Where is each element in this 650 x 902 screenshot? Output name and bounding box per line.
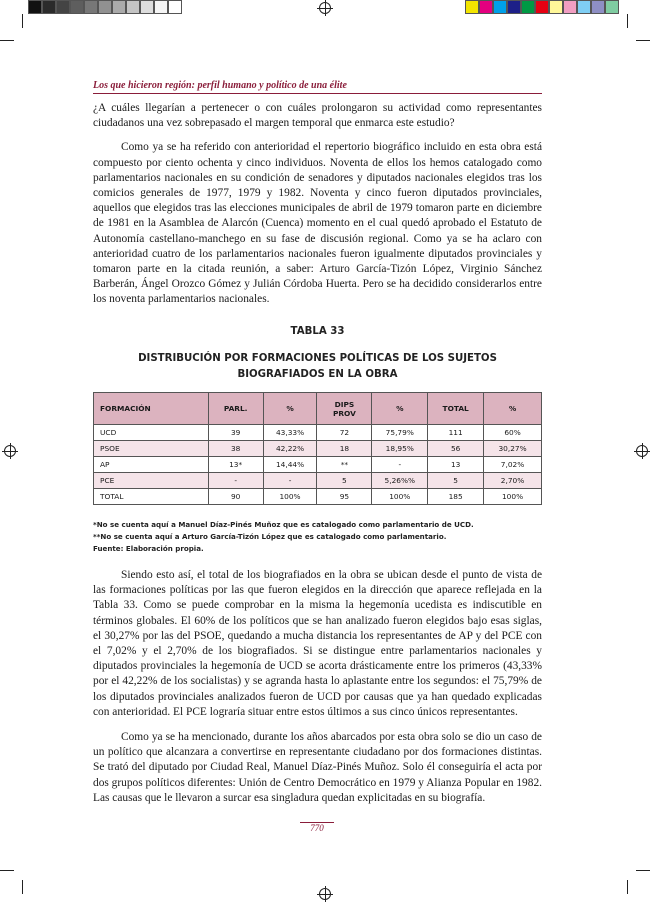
cell-pct-total: 30,27% bbox=[484, 441, 542, 457]
header-dips-line2: PROV bbox=[332, 408, 356, 418]
table-title: DISTRIBUCIÓN POR FORMACIONES POLÍTICAS DE LOS SUJETOS BIOGRAFIADOS EN LA OBRA bbox=[138, 353, 497, 380]
color-swatch bbox=[493, 0, 507, 14]
header-pct-dips: % bbox=[372, 393, 428, 425]
color-swatch bbox=[549, 0, 563, 14]
cell-pct-parl: 14,44% bbox=[263, 457, 317, 473]
cell-dips: 95 bbox=[317, 489, 372, 505]
gray-swatch-strip bbox=[28, 0, 182, 14]
cell-formacion: TOTAL bbox=[94, 489, 209, 505]
text-block-top bbox=[93, 101, 542, 308]
cell-pct-dips: 5,26%% bbox=[372, 473, 428, 489]
cell-formacion: PCE bbox=[94, 473, 209, 489]
page-number: 770 bbox=[300, 822, 334, 833]
note-1: *No se cuenta aquí a Manuel Díaz-Pinés Muñoz que es catalogado como parlamentario de UCD. bbox=[93, 520, 474, 529]
color-swatch bbox=[140, 0, 154, 14]
color-swatch bbox=[98, 0, 112, 14]
color-swatch bbox=[465, 0, 479, 14]
cell-parl: 90 bbox=[208, 489, 263, 505]
cell-formacion: AP bbox=[94, 457, 209, 473]
table-row bbox=[94, 457, 542, 473]
registration-mark-left-icon bbox=[4, 445, 16, 457]
header-pct-total: % bbox=[484, 393, 542, 425]
cell-pct-total: 100% bbox=[484, 489, 542, 505]
cell-parl: 39 bbox=[208, 425, 263, 441]
color-swatch bbox=[70, 0, 84, 14]
paragraph-3: Como ya se ha mencionado, durante los años abarcados por esta obra solo se dio un caso de un político que alcanzara a convertirse en representante ciudadano por dos formaciones distintas. Se trató del diputado por Ciudad Real, Manuel Díaz-Pinés Muñoz. Solo él conseguiría el acta por dos grupos políticos diferentes: Unión de Centro Democrático en 1979 y Alianza Popular en 1982. Las causas que le llevaron a surcar esa singladura quedan explicitadas en su biografía. bbox=[93, 731, 542, 804]
table-row bbox=[94, 473, 542, 489]
header-dips-prov bbox=[317, 393, 372, 425]
cell-dips: 5 bbox=[317, 473, 372, 489]
crop-mark bbox=[22, 14, 23, 28]
registration-mark-bottom-icon bbox=[319, 888, 331, 900]
cell-pct-parl: 42,22% bbox=[263, 441, 317, 457]
table-row bbox=[94, 441, 542, 457]
text-block-bottom bbox=[93, 568, 542, 806]
header-pct-parl: % bbox=[263, 393, 317, 425]
cell-pct-total: 7,02% bbox=[484, 457, 542, 473]
cell-pct-dips: 75,79% bbox=[372, 425, 428, 441]
color-swatch bbox=[112, 0, 126, 14]
cell-pct-dips: 100% bbox=[372, 489, 428, 505]
crop-mark bbox=[636, 870, 650, 871]
color-swatch bbox=[28, 0, 42, 14]
color-swatch bbox=[591, 0, 605, 14]
color-swatch bbox=[507, 0, 521, 14]
header-parl: PARL. bbox=[208, 393, 263, 425]
cell-formacion: PSOE bbox=[94, 441, 209, 457]
color-swatch bbox=[521, 0, 535, 14]
cell-pct-parl: - bbox=[263, 473, 317, 489]
crop-mark bbox=[0, 40, 14, 41]
color-swatch bbox=[154, 0, 168, 14]
header-formacion: FORMACIÓN bbox=[94, 393, 209, 425]
color-swatch bbox=[56, 0, 70, 14]
registration-mark-right-icon bbox=[636, 445, 648, 457]
party-distribution-table bbox=[93, 392, 542, 505]
color-swatch bbox=[577, 0, 591, 14]
registration-mark-top-icon bbox=[319, 2, 331, 14]
table-row-total bbox=[94, 489, 542, 505]
cell-pct-dips: - bbox=[372, 457, 428, 473]
table-row bbox=[94, 425, 542, 441]
cell-pct-dips: 18,95% bbox=[372, 441, 428, 457]
cell-formacion: UCD bbox=[94, 425, 209, 441]
color-swatch bbox=[42, 0, 56, 14]
cell-dips: ** bbox=[317, 457, 372, 473]
paragraph-2: Siendo esto así, el total de los biografiados en la obra se ubican desde el punto de vista de las formaciones políticas por las que fueron elegidos en la dirección que aparece reflejada en la Tabla 33. Como se puede comprobar en la misma la hegemonía ucedista es indiscutible en términos globales. El 60% de los políticos que se han analizado fueron elegidos bajo esas siglas, el 30,27% por las del PSOE, quedando a mucha distancia los representantes de AP y del PCE con el 7,02% y el 2,70% de los biografiados. Si se distingue entre parlamentarios nacionales y diputados provinciales la hegemonía de UCD se acorta drásticamente entre los primeros (43,33% por el 42,22% de los socialistas) y se agranda hasta lo aplastante entre los segundos: el 75,79% de los diputados provinciales analizados fueron de UCD por causas que ya han quedado explicadas con anterioridad. El PCE lograría situar entre estos últimos a sus cinco únicos representantes. bbox=[93, 569, 542, 718]
crop-mark bbox=[627, 880, 628, 894]
intro-paragraph: ¿A cuáles llegarían a pertenecer o con cuáles prolongaron su actividad como representantes ciudadanos una vez sobrepasado el margen temporal que enmarca este estudio? bbox=[93, 102, 542, 130]
color-swatch bbox=[168, 0, 182, 14]
crop-mark bbox=[627, 14, 628, 28]
cell-pct-total: 60% bbox=[484, 425, 542, 441]
color-swatch bbox=[84, 0, 98, 14]
crop-mark bbox=[636, 40, 650, 41]
table-notes bbox=[93, 519, 542, 555]
cell-dips: 72 bbox=[317, 425, 372, 441]
source-note: Fuente: Elaboración propia. bbox=[93, 544, 204, 553]
cell-pct-parl: 43,33% bbox=[263, 425, 317, 441]
color-swatch bbox=[535, 0, 549, 14]
color-swatch bbox=[605, 0, 619, 14]
cell-pct-parl: 100% bbox=[263, 489, 317, 505]
header-dips-line1: DIPS bbox=[334, 399, 355, 409]
color-swatch bbox=[563, 0, 577, 14]
color-swatch bbox=[126, 0, 140, 14]
table-header-row bbox=[94, 393, 542, 425]
running-head: Los que hicieron región: perfil humano y político de una élite bbox=[93, 80, 542, 94]
crop-mark bbox=[22, 880, 23, 894]
paragraph-1: Como ya se ha referido con anterioridad el repertorio biográfico incluido en esta obra está compuesto por ciento ochenta y cinco individuos. Noventa de ellos los hemos catalogado como parlamentarios nacionales en su condición de senadores y diputados nacionales elegidos tras los comicios generales de 1977, 1979 y 1982. Noventa y cinco fueron diputados provinciales, aquellos que elegidos tras las elecciones municipales de abril de 1979 tomaron parte en diciembre de 1981 en la Asamblea de Alarcón (Cuenca) momento en el cual quedó aprobado el Estatuto de Autonomía castellano-manchego en su fase de discusión regional. Como ya se ha aclaro con anterioridad cuatro de los parlamentarios nacionales fueron igualmente diputados provinciales y tomaron parte en la citada reunión, a saber: Arturo García-Tizón López, Virginio Sánchez Barberán, Ángel Orozco Gómez y Julián Córdoba Huerta. Pero se ha decidido considerarlos entre los noventa parlamentarios nacionales. bbox=[93, 141, 542, 306]
color-swatch bbox=[479, 0, 493, 14]
cell-parl: - bbox=[208, 473, 263, 489]
header-total: TOTAL bbox=[428, 393, 484, 425]
note-2: **No se cuenta aquí a Arturo García-Tizón López que es catalogado como parlamentario. bbox=[93, 532, 447, 541]
cell-parl: 38 bbox=[208, 441, 263, 457]
cell-pct-total: 2,70% bbox=[484, 473, 542, 489]
crop-mark bbox=[0, 870, 14, 871]
cell-total: 111 bbox=[428, 425, 484, 441]
cell-total: 56 bbox=[428, 441, 484, 457]
table-label: TABLA 33 bbox=[290, 326, 345, 337]
cell-parl: 13* bbox=[208, 457, 263, 473]
cell-total: 13 bbox=[428, 457, 484, 473]
color-swatch-strip bbox=[465, 0, 619, 14]
cell-dips: 18 bbox=[317, 441, 372, 457]
cell-total: 5 bbox=[428, 473, 484, 489]
cell-total: 185 bbox=[428, 489, 484, 505]
